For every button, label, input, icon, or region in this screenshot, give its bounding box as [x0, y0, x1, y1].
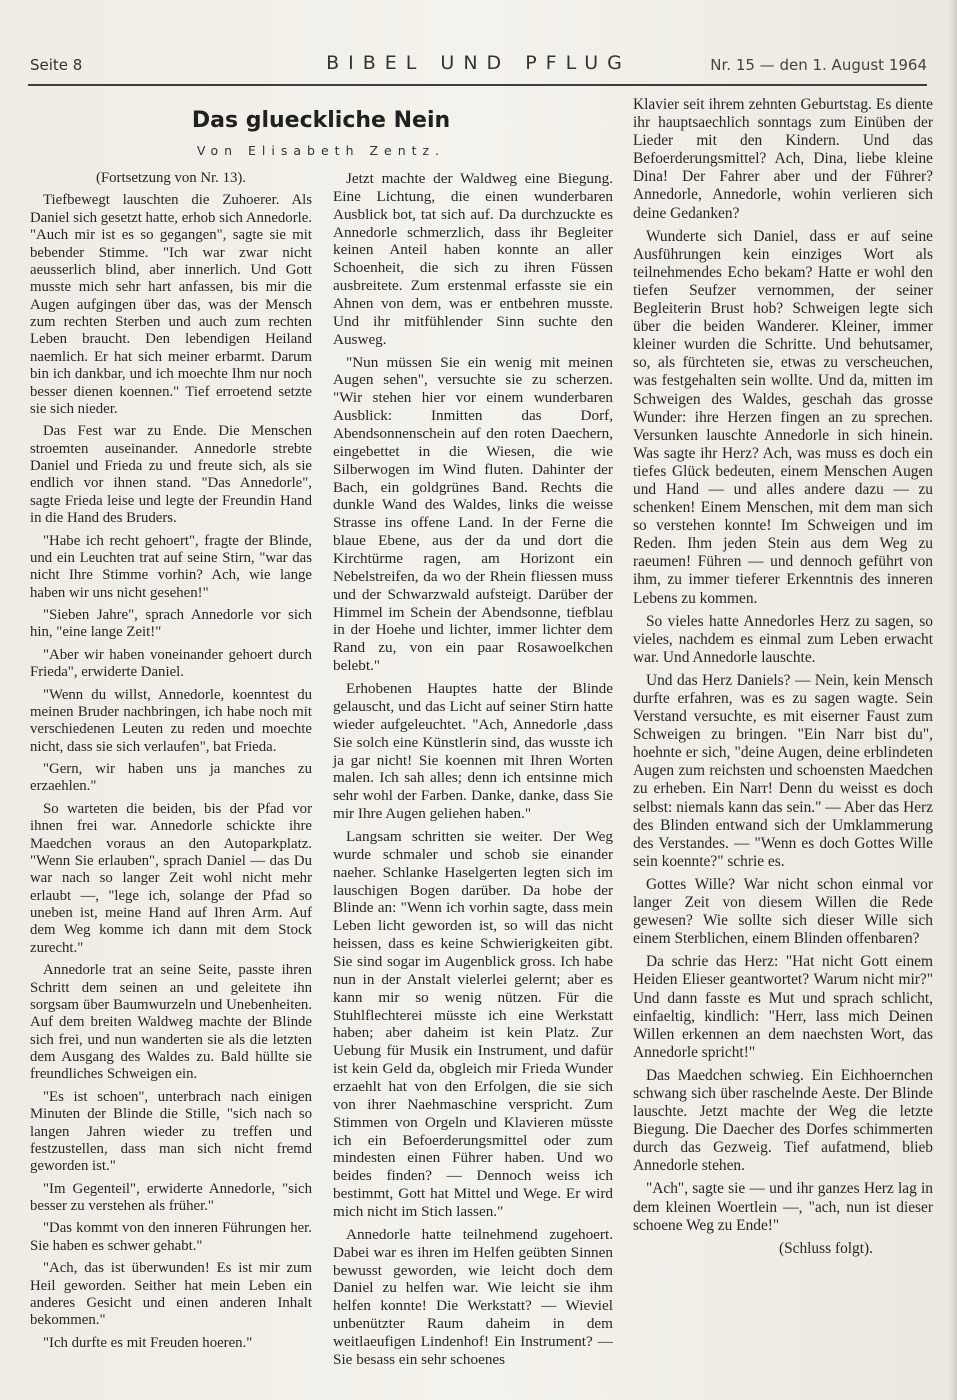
paragraph: Jetzt machte der Waldweg eine Biegung. Eine Lichtung, die einen wunderbaren Ausblick bot, tat sich auf. Da durchzuckte es Annedorle schmerzlich, dass ihr Begleiter keinen Anteil haben konnte an aller Schoenheit, die sich zu ihren Füssen ausbreitete. Zum erstenmal erfasste sie ein Ahnen von dem, was er entbehren musste. Und ihr mitfühlender Sinn suchte den Ausweg. — [333, 170, 613, 348]
paragraph: "Aber wir haben voneinander gehoert durch Frieda", erwiderte Daniel. — [30, 646, 312, 681]
paragraph: Langsam schritten sie weiter. Der Weg wurde schmaler und schob sie einander naeher. Schlanke Haselgerten legten sich im lauschigen Bogen darüber. Da hobe der Blinde an: "Wenn ich vorhin sagte, dass mein Leben licht geworden ist, so will das nicht heissen, dass es keine Schwierigkeiten gibt. Sie sind sogar im Augenblick gross. Ich habe nun in der Anstalt vielerlei gelernt; aber es kann mir so wenig nützen. Für die Stuhlflechterei müsste ich eine Werkstatt haben; aber daheim ist kein Platz. Zur Uebung für Musik ein Instrument, und dafür ist kein Geld da, obgleich mir Frieda Wunder erzaehlt hat von den Erfolgen, die sie sich von ihrer Naehmaschine verspricht. Zum Stimmen von Orgeln und Klavieren müsste ich ein Befoerderungsmittel oder zum mindesten einen Führer haben. Und wo beides finden? — Dennoch weiss ich bestimmt, Gott hat Mittel und Wege. Er wird mich nicht im Stich lassen." — [333, 827, 613, 1220]
column-1 — [30, 170, 312, 1357]
paragraph: "Im Gegenteil", erwiderte Annedorle, "sich besser zu verstehen als früher." — [30, 1180, 312, 1214]
paragraph: "Wenn du willst, Annedorle, koenntest du meinen Bruder nachbringen, ich habe noch mit verschiedenen Leuten zu reden und moechte nicht, dass sie sich verlaufen", bat Frieda. — [30, 686, 312, 755]
page-number: Seite 8 — [30, 56, 83, 74]
article-byline: Von Elisabeth Zentz. — [196, 143, 446, 158]
paragraph: (Schluss folgt). — [778, 1239, 873, 1257]
paragraph: "Das kommt von den inneren Führungen her. Sie haben es schwer gehabt." — [30, 1220, 312, 1254]
paragraph: Das Fest war zu Ende. Die Menschen stroemten auseinander. Annedorle strebte Daniel und Frieda zu und freute sich, als sie endlich vor ihnen stand. "Das Annedorle", sagte Frieda leise und legte der Freundin Hand in die Hand des Bruders. — [30, 423, 312, 527]
paragraph: So vieles hatte Annedorles Herz zu sagen, so vieles, nachdem es einmal zum Leben erwacht war. Und Annedorle lauschte. — [633, 612, 933, 666]
paragraph: Da schrie das Herz: "Hat nicht Gott einem Heiden Elieser geantwortet? Warum nicht mir?" Und dann fasste es Mut und sprach schlicht, einfaeltig, kindlich: "Herr, lass mich Deinen Willen erkennen an dem naechsten Wort, das Annedorle spricht!" — [633, 953, 933, 1061]
issue-date: Nr. 15 — den 1. August 1964 — [710, 56, 927, 74]
masthead: BIBEL UND PFLUG — [326, 52, 631, 74]
paragraph: Das Maedchen schwieg. Ein Eichhoernchen schwang sich über raschelnde Aeste. Der Blinde lauschte. Jetzt machte der Weg die letzte Biegung. Die Daecher des Dorfes schimmerten durch das Gezweig. Tief aufatmend, blieb Annedorle stehen. — [633, 1066, 933, 1175]
article-title: Das glueckliche Nein — [191, 108, 451, 133]
paragraph: Erhobenen Hauptes hatte der Blinde gelauscht, und das Licht auf seiner Stirn hatte wieder aufgeleuchtet. "Ach, Annedorle ,dass Sie solch eine Künstlerin sind, das wusste ich ja gar nicht! Sie koennen mit Ihren Worten malen. Ich sah alles; denn ich entsinne mich sehr wohl der Farben. Danke, danke, dass Sie mir Ihre Augen geliehen haben." — [333, 680, 613, 823]
page-spine-shadow — [949, 0, 957, 1400]
paragraph: Wunderte sich Daniel, dass er auf seine Ausführungen kein einziges Wort als teilnehmendes Echo bekam? Hatte er wohl den tiefen Seufzer vernommen, der seiner Begleiterin Brust hob? Schweigen legte sich über die beiden Wanderer. Kleiner, immer kleiner wurden die Schritte. Und behutsamer, so, als fürchteten sie, etwas zu verscheuchen, was festgehalten sein wollte. Und da, mitten im Schweigen des Waldes, geschah das grosse Wunder: ihre Herzen fingen an zu sprechen. Versunken lauschte Annedorle in sich hinein. Was sagte ihr Herz? Ach, was muss es doch ein tiefes Glück bedeuten, einem Menschen Augen und Hand — und alles andere dazu — zu schenken! Einem Menschen, mit dem man sich so verstehen konnte! Im Schweigen und im Reden. Ihm jeden Stein aus dem Weg zu raeumen! Führen — und dennoch geführt von ihm, zu immer tieferer Erkenntnis des inneren Lebens zu kommen. — [633, 227, 933, 607]
column-2 — [333, 170, 613, 1374]
paragraph: "Es ist schoen", unterbrach nach einigen Minuten der Blinde die Stille, "sich nach so langen Jahren wieder zu treffen und festzustellen, dass man sich nicht fremd geworden ist." — [30, 1088, 312, 1175]
paragraph: Annedorle trat an seine Seite, passte ihren Schritt dem seinen an und geleitete ihn sorgsam über Baumwurzeln und Unebenheiten. Auf dem breiten Waldweg machte der Blinde sich frei, und nun wanderten sie als die letzten dem Ausgang des Waldes zu. Bald hüllte sie freundliches Schweigen ein. — [30, 962, 312, 1083]
paragraph: "Ich durfte es mit Freuden hoeren." — [43, 1334, 253, 1351]
page-header — [30, 48, 927, 80]
paragraph: Klavier seit ihrem zehnten Geburtstag. Es diente ihr hauptsaechlich sonntags zum Einüben der Lieder mit den Kindern. Und das Befoerderungsmittel? Ach, Dina, liebe kleine Dina! Der Fahrer aber und der Führer? Annedorle, Annedorle, wohin verlieren sich deine Gedanken? — [633, 96, 933, 222]
paragraph: "Habe ich recht gehoert", fragte der Blinde, und ein Leuchten trat auf seine Stirn, "war das nicht Ihre Stimme vorhin? Ach, wie lange haben wir uns nicht gesehen!" — [30, 532, 312, 601]
paragraph: "Ach, das ist überwunden! Es ist mir zum Heil geworden. Seither hat mein Leben ein anderes Gesicht und einen anderen Inhalt bekommen." — [30, 1260, 312, 1329]
paragraph: (Fortsetzung von Nr. 13). — [95, 170, 246, 186]
paragraph: "Sieben Jahre", sprach Annedorle vor sich hin, "eine lange Zeit!" — [30, 607, 312, 641]
header-rule — [28, 84, 927, 86]
column-3 — [633, 96, 933, 1263]
paragraph: Annedorle hatte teilnehmend zugehoert. Dabei war es ihren im Helfen geübten Sinnen bewusst geworden, wie leicht doch dem Daniel zu helfen war. Wie leicht sie ihm helfen konnte! Die Werkstatt? — Wieviel unbenützter Raum daheim in dem weitlaeufigen Lindenhof! Ein Instrument? — Sie besass ein sehr schoenes — [333, 1225, 613, 1368]
paragraph: So warteten die beiden, bis der Pfad vor ihnen frei war. Annedorle schickte ihre Maedchen voraus an den Autoparkplatz. "Wenn Sie erlauben", sprach Daniel — das Du war nach so langer Zeit wohl nicht mehr erlaubt —, "lege ich, solange der Pfad so uneben ist, meine Hand auf Ihren Arm. Auf dem Weg komme ich dann mit dem Stock zurecht." — [30, 800, 312, 956]
paragraph: "Gern, wir haben uns ja manches zu erzaehlen." — [30, 761, 312, 795]
article-heading — [30, 108, 612, 158]
paragraph: Tiefbewegt lauschten die Zuhoerer. Als Daniel sich gesetzt hatte, erhob sich Annedorle. "Auch mir ist es so gegangen", sagte sie mit bebender Stimme. "Ich war zwar nicht aeusserlich blind, aber innerlich. Und Gott musste mich sehr hart anfassen, bis mir die Augen aufgingen über das, was der Mensch zum rechten Sterben und auch zum rechten Leben braucht. Den lebendigen Heiland naemlich. Er hat sich meiner erbarmt. Darum bin ich dankbar, und ich moechte Ihm nur noch besser dienen koennen." Tief erroetend setzte sie sich nieder. — [30, 192, 312, 417]
paragraph: "Ach", sagte sie — und ihr ganzes Herz lag in dem kleinen Woertlein —, "ach, nun ist dieser schoene Weg zu Ende!" — [633, 1180, 933, 1234]
paragraph: Und das Herz Daniels? — Nein, kein Mensch durfte erfahren, was es zu sagen wagte. Sein Verstand versuchte, es mit eiserner Faust zum Schweigen zu bringen. "Ein Narr bist du", hoehnte er sich, "deine Augen, deine erblindeten Augen zum reichsten und schoensten Maedchen zu erheben. Ein Narr! Denn du weisst es doch selbst: niemals kann das sein." — Aber das Herz des Blinden entwand sich der Umklammerung des Verstandes. — "Wenn es doch Gottes Wille sein koennte?" schrie es. — [633, 671, 933, 870]
paragraph: "Nun müssen Sie ein wenig mit meinen Augen sehen", versuchte sie zu scherzen. "Wir stehen hier vor einem wunderbaren Ausblick: Inmitten das Dorf, Abendsonnenschein auf den roten Daechern, eingebettet in die Wiesen, die wie Silberwogen im Wind fluten. Dahinter der Bach, ein goldgrünes Band. Rechts die dunkle Wand des Waldes, links die weisse Strasse ins offene Land. In der Ferne die blaue Ebene, aus der da und dort die Kirchtürme ragen, am Horizont ein Nebelstreifen, da wo der Rhein fliessen muss und der Schwarzwald aufsteigt. Darüber der Himmel im Schein der Abendsonne, tiefblau in der Hoehe und lichter, immer lichter dem Rand zu, von ein paar Rosawoelkchen belebt." — [333, 353, 613, 675]
paragraph: Gottes Wille? War nicht schon einmal vor langer Zeit von diesem Willen die Rede gewesen? Wie sollte sich dieser Wille sich einem Sterblichen, einem Blinden offenbaren? — [633, 875, 933, 948]
